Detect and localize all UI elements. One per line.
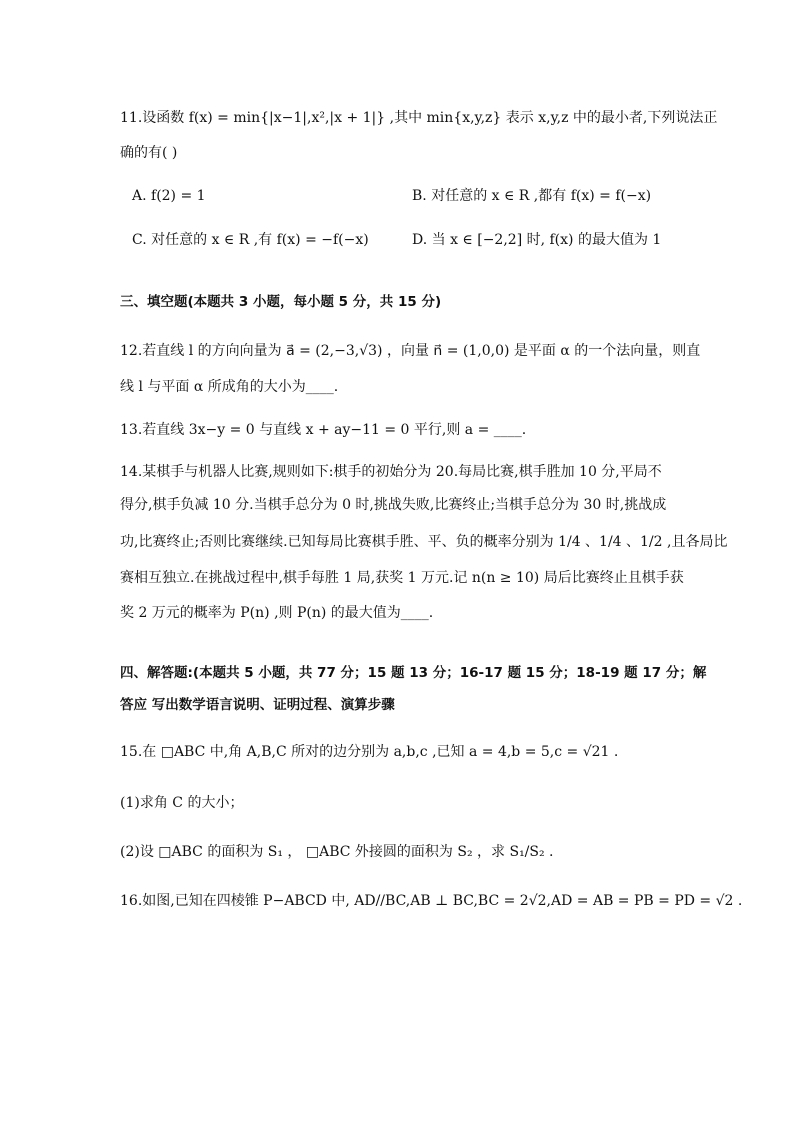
q14-line3: 功,比赛终止;否则比赛继续.已知每局比赛棋手胜、平、负的概率分别为 1/4 、1/4 、1/2 ,且各局比 (120, 534, 728, 550)
section4-heading-line1: 四、解答题:(本题共 5 小题，共 77 分；15 题 13 分；16-17 题 15 分；18-19 题 17 分；解 (120, 665, 707, 681)
q14-line5: 奖 2 万元的概率为 P(n) ,则 P(n) 的最大值为____. (120, 605, 434, 621)
q11-line1: 11.设函数 f(x) = min{|x−1|,x²,|x + 1|} ,其中 min{x,y,z} 表示 x,y,z 中的最小者,下列说法正 (120, 110, 718, 126)
section3-heading: 三、填空题(本题共 3 小题，每小题 5 分，共 15 分) (120, 294, 442, 310)
q11-option-b: B. 对任意的 x ∈ R ,都有 f(x) = f(−x) (412, 188, 652, 204)
q14-line2: 得分,棋手负减 10 分.当棋手总分为 0 时,挑战失败,比赛终止;当棋手总分为 30 时,挑战成 (120, 497, 667, 513)
q11-line2: 确的有( ) (120, 145, 178, 161)
q11-option-a: A. f(2) = 1 (132, 188, 206, 204)
q11-option-c: C. 对任意的 x ∈ R ,有 f(x) = −f(−x) (132, 232, 369, 248)
q12-line1: 12.若直线 l 的方向向量为 a⃗ = (2,−3,√3) ，向量 n⃗ = (1,0,0) 是平面 α 的一个法向量，则直 (120, 343, 701, 359)
section4-heading-line2: 答应 写出数学语言说明、证明过程、演算步骤 (120, 697, 395, 713)
q14-line1: 14.某棋手与机器人比赛,规则如下:棋手的初始分为 20.每局比赛,棋手胜加 10 分,平局不 (120, 464, 662, 480)
q11-option-d: D. 当 x ∈ [−2,2] 时, f(x) 的最大值为 1 (412, 232, 662, 248)
q15-line1: 15.在 □ABC 中,角 A,B,C 所对的边分别为 a,b,c ,已知 a = 4,b = 5,c = √21 . (120, 744, 619, 760)
q13-text: 13.若直线 3x−y = 0 与直线 x + ay−11 = 0 平行,则 a = ____. (120, 422, 527, 438)
q15-part1: (1)求角 C 的大小； (120, 795, 244, 811)
q12-line2: 线 l 与平面 α 所成角的大小为____. (120, 379, 339, 395)
q15-part2: (2)设 □ABC 的面积为 S₁ ， □ABC 外接圆的面积为 S₂ ，求 S₁/S₂ . (120, 844, 554, 860)
q14-line4: 赛相互独立.在挑战过程中,棋手每胜 1 局,获奖 1 万元.记 n(n ≥ 10) 局后比赛终止且棋手获 (120, 570, 684, 586)
q16-text: 16.如图,已知在四棱锥 P−ABCD 中, AD//BC,AB ⊥ BC,BC = 2√2,AD = AB = PB = PD = √2 . (120, 893, 743, 909)
